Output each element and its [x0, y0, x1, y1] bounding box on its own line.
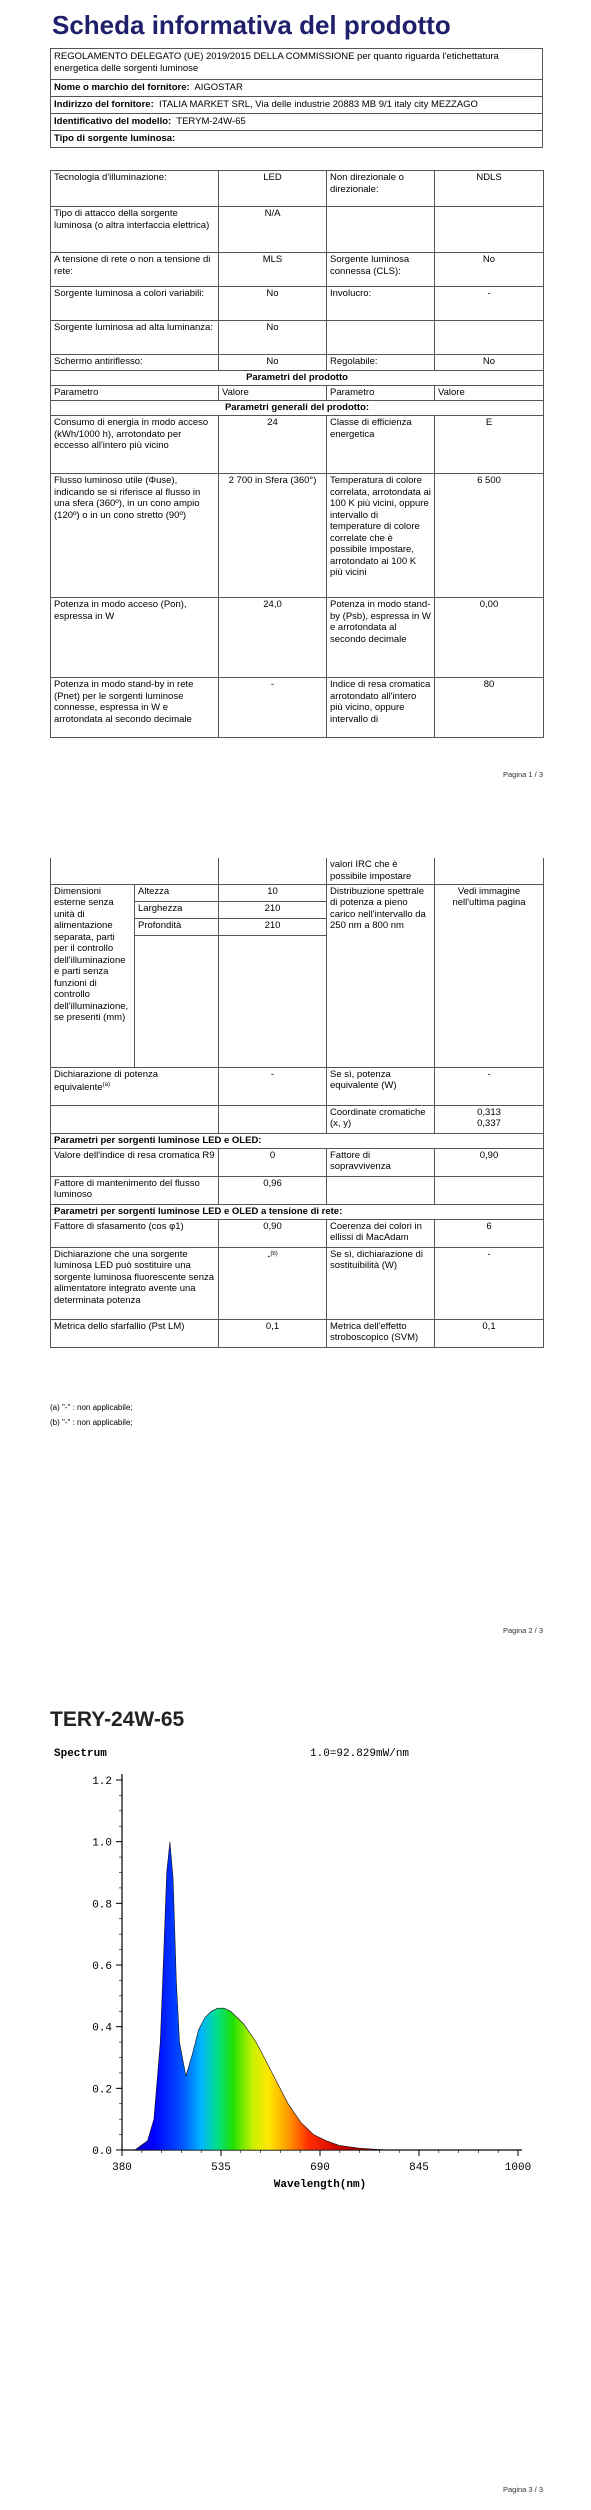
equivalent-power-label [51, 1067, 219, 1105]
row-value [219, 1247, 327, 1319]
type-label: Tipo di sorgente luminosa: [54, 133, 176, 144]
led-oled-params-header: Parametri per sorgenti luminose LED e OLED: [51, 1133, 544, 1148]
empty-cell [135, 935, 219, 1067]
footnote-ref-a: (a) [102, 1082, 110, 1088]
row-value-right: 6 [435, 1219, 544, 1247]
row-value-right: NDLS [435, 171, 544, 207]
table-row [51, 1105, 544, 1133]
width-label: Larghezza [135, 901, 219, 918]
column-header: Valore [219, 386, 327, 401]
spectral-value: Vedi immagine nell'ultima pagina [435, 884, 544, 1067]
row-value: 0 [219, 1148, 327, 1176]
row-label: Dichiarazione che una sorgente luminosa LED può sostituire una sorgente luminosa fluorescente senza alimentatore integrato avente una determinata potenza [51, 1247, 219, 1319]
row-label: Valore dell'indice di resa cromatica R9 [51, 1148, 219, 1176]
table-row [51, 598, 544, 678]
row-value-right: - [435, 1247, 544, 1319]
x-tick-label: 380 [112, 2162, 132, 2174]
page-3 [0, 1680, 591, 2510]
row-label: A tensione di rete o non a tensione di rete: [51, 253, 219, 287]
height-value: 10 [219, 884, 327, 901]
empty-cell [219, 935, 327, 1067]
type-table-wrap [50, 170, 543, 738]
row-value: 0,90 [219, 1219, 327, 1247]
y-tick-label: 0.4 [92, 2022, 112, 2035]
y-tick-label: 1.2 [92, 1776, 112, 1788]
row-value: 24,0 [219, 598, 327, 678]
cri-continued-text: valori IRC che è possibile impostare [327, 858, 435, 884]
empty-cell [51, 858, 219, 884]
row-label-right [327, 321, 435, 355]
y-tick-label: 0.6 [92, 1961, 112, 1973]
row-value-right: 0,90 [435, 1148, 544, 1176]
column-header: Parametro [51, 386, 219, 401]
y-tick-label: 0.2 [92, 2084, 112, 2097]
table-continued-wrap [50, 858, 543, 1348]
row-label: Sorgente luminosa a colori variabili: [51, 287, 219, 321]
row-label: Consumo di energia in modo acceso (kWh/1000 h), arrotondato per eccesso all'intero più vicino [51, 416, 219, 474]
equivalent-power-value: - [219, 1067, 327, 1105]
type-table [50, 170, 544, 738]
row-label-right: Involucro: [327, 287, 435, 321]
document-title: Scheda informativa del prodotto [52, 10, 451, 40]
mains-params-header: Parametri per sorgenti luminose LED e OLED a tensione di rete: [51, 1204, 544, 1219]
params-table-continued [50, 858, 544, 1348]
row-label-right: Metrica dell'effetto stroboscopico (SVM) [327, 1319, 435, 1347]
dimensions-label: Dimensioni esterne senza unità di alimentazione separata, parti per il controllo dell'illuminazione e parti senza funzioni di controllo dell'illuminazione, se presenti (mm) [51, 884, 135, 1067]
x-tick-label: 845 [409, 2162, 429, 2174]
page-number: Pagina 3 / 3 [502, 2485, 543, 2494]
table-row [51, 884, 544, 901]
address-label: Indirizzo del fornitore: [54, 99, 154, 110]
chromaticity-label: Coordinate cromatiche (x, y) [327, 1105, 435, 1133]
row-value: 0,1 [219, 1319, 327, 1347]
table-row [51, 1204, 544, 1219]
row-value: No [219, 355, 327, 371]
row-value: MLS [219, 253, 327, 287]
table-row [51, 287, 544, 321]
row-label-right: Indice di resa cromatica arrotondato all'intero più vicino, oppure intervallo di [327, 678, 435, 738]
row-value-right [435, 321, 544, 355]
footnote-b: (b) "-" : non applicabile; [50, 1418, 133, 1427]
table-row [51, 401, 544, 416]
row-value: 24 [219, 416, 327, 474]
row-value-right: E [435, 416, 544, 474]
supplier-row [51, 80, 542, 97]
table-row [51, 1247, 544, 1319]
footnote-ref-b: (b) [270, 1250, 278, 1257]
y-tick-label: 0.0 [92, 2146, 112, 2158]
row-label: Potenza in modo acceso (Pon), espressa in W [51, 598, 219, 678]
model-label: Identificativo del modello: [54, 116, 172, 127]
table-row [51, 1176, 544, 1204]
row-label-right [327, 1176, 435, 1204]
supplier-label: Nome o marchio del fornitore: [54, 82, 190, 93]
row-value-right: 6 500 [435, 474, 544, 598]
empty-cell [51, 1105, 219, 1133]
depth-label: Profondità [135, 918, 219, 935]
equivalent-watts-value: - [435, 1067, 544, 1105]
equivalent-power-text: Dichiarazione di potenza equivalente [54, 1068, 159, 1094]
row-value: - [219, 678, 327, 738]
general-params-header: Parametri generali del prodotto: [51, 401, 544, 416]
y-tick-label: 1.0 [92, 1837, 112, 1850]
model-value: TERYM-24W-65 [176, 116, 246, 127]
footnote-a: (a) "-" : non applicabile; [50, 1403, 133, 1412]
row-label: Flusso luminoso utile (Φuse), indicando se si riferisce al flusso in una sfera (360º), in un cono ampio (120º) o in un cono stretto (90º) [51, 474, 219, 598]
row-label: Tipo di attacco della sorgente luminosa (o altra interfaccia elettrica) [51, 207, 219, 253]
row-label-right: Temperatura di colore correlata, arrotondata ai 100 K più vicini, oppure intervallo di temperature di colore correlate che è possibile impostare, arrotondato ai 100 K più vicini [327, 474, 435, 598]
y-tick-label: 0.8 [92, 1899, 112, 1912]
chromaticity-x: 0,313 [477, 1106, 501, 1118]
table-row [51, 207, 544, 253]
address-value: ITALIA MARKET SRL, Via delle industrie 20883 MB 9/1 italy city MEZZAGO [159, 99, 478, 110]
row-label-right: Regolabile: [327, 355, 435, 371]
row-value: No [219, 321, 327, 355]
row-value-right: - [435, 287, 544, 321]
row-label-right: Se sì, dichiarazione di sostituibilità (W) [327, 1247, 435, 1319]
row-value-right: 0,1 [435, 1319, 544, 1347]
row-label-right: Fattore di sopravvivenza [327, 1148, 435, 1176]
row-label: Fattore di mantenimento del flusso luminoso [51, 1176, 219, 1204]
table-row [51, 386, 544, 401]
row-label-right [327, 207, 435, 253]
model-title: TERY-24W-65 [50, 1708, 185, 1731]
page-1 [0, 0, 591, 792]
row-label: Fattore di sfasamento (cos φ1) [51, 1219, 219, 1247]
equivalent-watts-label: Se sì, potenza equivalente (W) [327, 1067, 435, 1105]
replacement-value: - [267, 1250, 271, 1262]
table-row [51, 253, 544, 287]
row-label: Sorgente luminosa ad alta luminanza: [51, 321, 219, 355]
address-row [51, 97, 542, 114]
row-value: LED [219, 171, 327, 207]
table-row [51, 416, 544, 474]
table-row [51, 1148, 544, 1176]
page-number: Pagina 1 / 3 [502, 770, 543, 779]
page-2 [0, 838, 591, 1656]
spectrum-area [122, 1842, 518, 2150]
spectral-label: Distribuzione spettrale di potenza a pieno carico nell'intervallo da 250 nm a 800 nm [327, 884, 435, 1067]
row-label-right: Non direzionale o direzionale: [327, 171, 435, 207]
row-label: Potenza in modo stand-by in rete (Pnet) per le sorgenti luminose connesse, espressa in W e arrotondata al secondo decimale [51, 678, 219, 738]
empty-cell [219, 1105, 327, 1133]
row-value-right [435, 1176, 544, 1204]
x-tick-label: 535 [211, 2162, 231, 2174]
table-row [51, 1067, 544, 1105]
row-label-right: Classe di efficienza energetica [327, 416, 435, 474]
model-row [51, 114, 542, 131]
row-label: Tecnologia d'illuminazione: [51, 171, 219, 207]
row-value-right: No [435, 253, 544, 287]
table-row [51, 371, 544, 386]
column-header: Valore [435, 386, 544, 401]
x-tick-label: 1000 [504, 2162, 532, 2174]
table-row [51, 355, 544, 371]
row-value: N/A [219, 207, 327, 253]
chart-title: 1.0=92.829mW/nm [310, 1748, 410, 1760]
row-value: 0,96 [219, 1176, 327, 1204]
x-tick-label: 690 [310, 2162, 330, 2174]
width-value: 210 [219, 901, 327, 918]
product-params-header: Parametri del prodotto [51, 371, 544, 386]
table-row [51, 474, 544, 598]
regulation-text: REGOLAMENTO DELEGATO (UE) 2019/2015 DELLA COMMISSIONE per quanto riguarda l'etichettatura energetica delle sorgenti luminose [51, 49, 542, 80]
empty-cell [435, 858, 544, 884]
height-label: Altezza [135, 884, 219, 901]
page-number: Pagina 2 / 3 [502, 1626, 543, 1635]
y-axis-title: Spectrum [54, 1748, 107, 1760]
supplier-value: AIGOSTAR [194, 82, 243, 93]
supplier-info-box [50, 48, 543, 148]
x-axis-title: Wavelength(nm) [273, 2179, 367, 2191]
row-value-right: No [435, 355, 544, 371]
chromaticity-y: 0,337 [477, 1118, 501, 1129]
row-label: Metrica dello sfarfallio (Pst LM) [51, 1319, 219, 1347]
table-row [51, 171, 544, 207]
table-row [51, 1133, 544, 1148]
table-row [51, 1319, 544, 1347]
column-header: Parametro [327, 386, 435, 401]
row-label-right: Potenza in modo stand-by (Psb), espressa in W e arrotondata al secondo decimale [327, 598, 435, 678]
row-value-right: 80 [435, 678, 544, 738]
row-value: 2 700 in Sfera (360°) [219, 474, 327, 598]
row-label-right: Coerenza dei colori in ellissi di MacAdam [327, 1219, 435, 1247]
spectrum-chart [50, 1742, 540, 2212]
row-value-right [435, 207, 544, 253]
table-row [51, 858, 544, 884]
row-value-right: 0,00 [435, 598, 544, 678]
row-value: No [219, 287, 327, 321]
table-row [51, 1219, 544, 1247]
table-row [51, 678, 544, 738]
empty-cell [219, 858, 327, 884]
table-row [51, 321, 544, 355]
depth-value: 210 [219, 918, 327, 935]
row-label: Schermo antiriflesso: [51, 355, 219, 371]
chromaticity-value [435, 1105, 544, 1133]
row-label-right: Sorgente luminosa connessa (CLS): [327, 253, 435, 287]
